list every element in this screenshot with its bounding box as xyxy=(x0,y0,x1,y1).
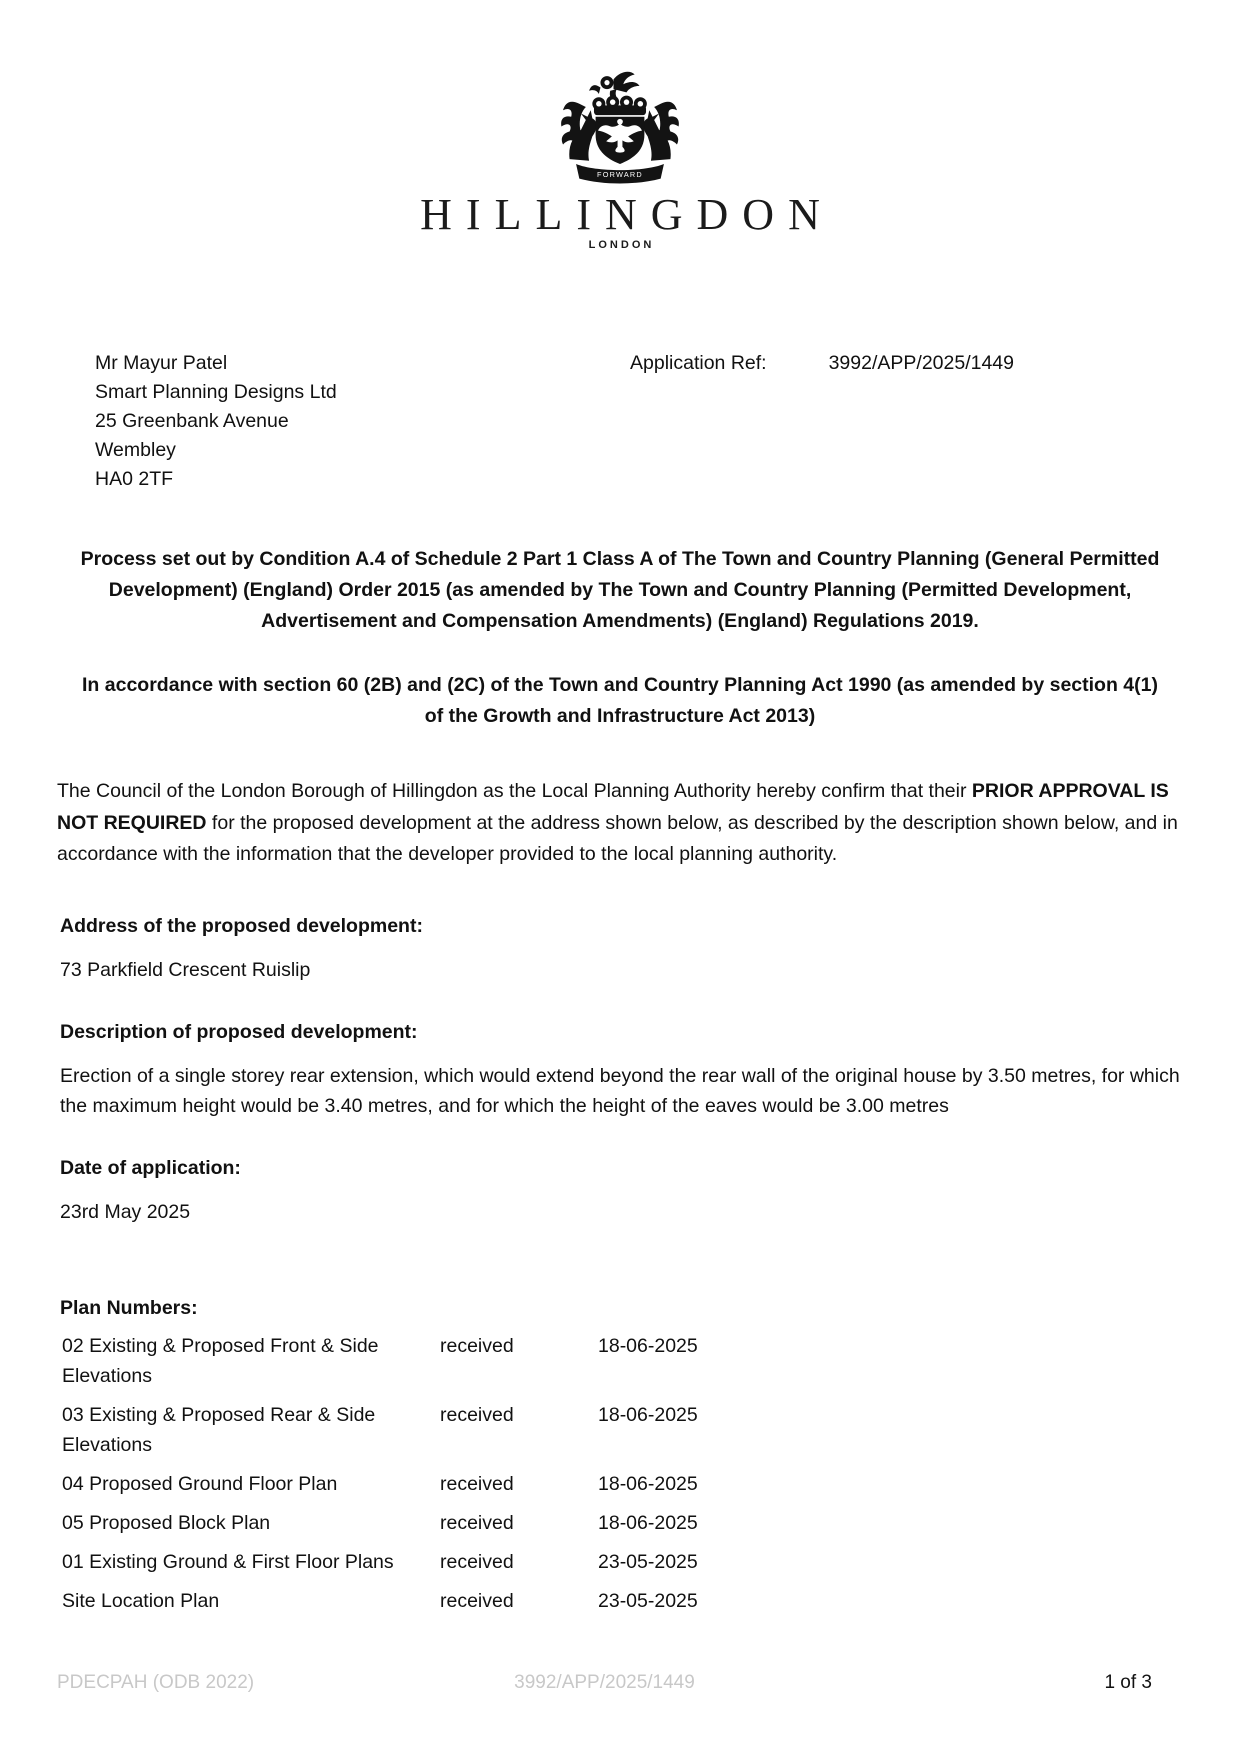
plan-table-row xyxy=(62,1331,1188,1391)
plan-date-cell: 18-06-2025 xyxy=(598,1334,698,1357)
plan-date-cell: 18-06-2025 xyxy=(598,1511,698,1534)
plan-name-cell: 01 Existing Ground & First Floor Plans xyxy=(62,1550,394,1573)
date-section-value: 23rd May 2025 xyxy=(60,1200,191,1223)
decision-text-pre: The Council of the London Borough of Hillingdon as the Local Planning Authority hereby confirm that their xyxy=(57,780,972,802)
crest-motto: FORWARD xyxy=(597,169,643,179)
application-ref xyxy=(630,349,1014,378)
plan-table-row xyxy=(62,1400,1188,1460)
plan-date-cell: 18-06-2025 xyxy=(598,1403,698,1426)
decision-paragraph xyxy=(57,776,1188,871)
decision-emphasis: PRIOR APPROVAL IS NOT REQUIRED xyxy=(57,780,1169,834)
recipient-address-line: Smart Planning Designs Ltd xyxy=(95,381,337,403)
recipient-address-line: 25 Greenbank Avenue xyxy=(95,410,289,432)
address-section-heading: Address of the proposed development: xyxy=(60,914,423,937)
plan-name-cell: 04 Proposed Ground Floor Plan xyxy=(62,1472,338,1495)
plan-table-row xyxy=(62,1508,1188,1538)
plan-name-cell: 05 Proposed Block Plan xyxy=(62,1511,271,1534)
plan-name-cell: 02 Existing & Proposed Front & Side Elevations xyxy=(62,1334,379,1387)
date-section-heading: Date of application: xyxy=(60,1156,241,1179)
footer-application-ref: 3992/APP/2025/1449 xyxy=(514,1672,695,1693)
plan-status-cell: received xyxy=(440,1334,514,1357)
recipient-address-line: HA0 2TF xyxy=(95,468,174,490)
address-section-value: 73 Parkfield Crescent Ruislip xyxy=(60,958,311,981)
plan-status-cell: received xyxy=(440,1403,514,1426)
recipient-address-line: Wembley xyxy=(95,439,176,461)
application-ref-label: Application Ref: xyxy=(630,352,767,374)
plan-table-row xyxy=(62,1586,1188,1616)
plan-table-row xyxy=(62,1547,1188,1577)
logo-wordmark: HILLINGDON xyxy=(420,190,834,239)
accordance-heading: In accordance with section 60 (2B) and (2C) of the Town and Country Planning Act 1990 (as amended by section 4(1) of the Growth and Infrastructure Act 2013) xyxy=(82,674,1158,727)
plan-date-cell: 23-05-2025 xyxy=(598,1589,698,1612)
plan-status-cell: received xyxy=(440,1550,514,1573)
plan-name-cell: Site Location Plan xyxy=(62,1589,220,1612)
letter-head-row xyxy=(0,349,1240,494)
plan-numbers-table xyxy=(62,1331,1188,1616)
footer-page-number: 1 of 3 xyxy=(1104,1672,1152,1693)
plan-name-cell: 03 Existing & Proposed Rear & Side Elevations xyxy=(62,1403,376,1456)
decision-text-post: for the proposed development at the address shown below, as described by the description shown below, and in accordance with the information that the developer provided to the local planning authority. xyxy=(57,811,1178,865)
page-footer xyxy=(57,1672,1152,1694)
plan-date-cell: 23-05-2025 xyxy=(598,1550,698,1573)
council-logo xyxy=(0,0,1240,251)
description-section-value: Erection of a single storey rear extension, which would extend beyond the rear wall of the original house by 3.50 metres, for which the maximum height would be 3.40 metres, and for which the height of the eaves would be 3.00 metres xyxy=(60,1064,1180,1117)
process-heading: Process set out by Condition A.4 of Schedule 2 Part 1 Class A of The Town and Country Planning (General Permitted Development) (England) Order 2015 (as amended by The Town and Country Planning (Permitted Development, Advertisement and Compensation Amendments) (England) Regulations 2019. xyxy=(80,548,1160,632)
plan-table-row xyxy=(62,1469,1188,1499)
description-section-heading: Description of proposed development: xyxy=(60,1020,418,1043)
logo-subtitle: LONDON xyxy=(588,239,655,251)
plan-numbers-heading: Plan Numbers: xyxy=(60,1296,198,1319)
hillingdon-crest-icon xyxy=(520,68,720,190)
plan-status-cell: received xyxy=(440,1511,514,1534)
recipient-address-line: Mr Mayur Patel xyxy=(95,352,228,374)
application-ref-value: 3992/APP/2025/1449 xyxy=(828,352,1014,374)
plan-status-cell: received xyxy=(440,1589,514,1612)
footer-form-code: PDECPAH (ODB 2022) xyxy=(57,1672,255,1693)
plan-date-cell: 18-06-2025 xyxy=(598,1472,698,1495)
plan-status-cell: received xyxy=(440,1472,514,1495)
